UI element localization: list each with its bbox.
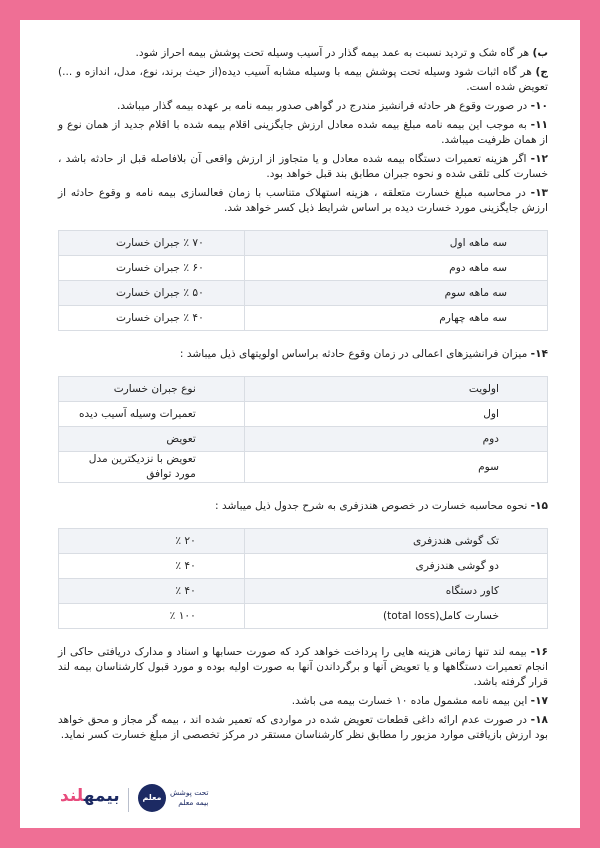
- clause-text: هر گاه اثبات شود وسیله تحت پوشش بیمه با وسیله مشابه آسیب دیده(از حیث برند، نوع، مدل، اندازه و ...) تعویض شده است.: [58, 66, 548, 93]
- clause-text: در صورت عدم ارائه داغی قطعات تعویض شده در مواردی که تعمیر شده اند ، بیمه گر مجاز و محق خواهد بود ارزش بازیافتی موارد مزبور را مطابق نظر کارشناسان مستقر در مرکز تخصصی از مبلغ خسارت کسر نماید.: [58, 714, 548, 741]
- bimeh-lend-logo: [60, 786, 120, 806]
- table-cell: سه ماهه دوم: [244, 256, 547, 281]
- bimeh-moalem-logo-icon: معلم: [138, 784, 166, 812]
- clause-paragraph: [58, 694, 548, 709]
- clause-14: [58, 347, 548, 362]
- handsfree-table: [58, 528, 548, 629]
- clause-paragraph: [58, 99, 548, 114]
- table-row: [59, 427, 548, 452]
- caption-line-2: بیمه معلم: [178, 798, 209, 807]
- table-cell: ۲۰ ٪: [59, 529, 245, 554]
- paragraph-group-top: [58, 46, 548, 216]
- document-page: [20, 20, 580, 828]
- table-row: [59, 452, 548, 483]
- clause-number: ۱۷-: [530, 695, 548, 707]
- table-cell: ۱۰۰ ٪: [59, 604, 245, 629]
- clause-paragraph: [58, 118, 548, 148]
- clause-number: ۱۰-: [530, 100, 548, 112]
- paragraph-group-bottom: [58, 645, 548, 743]
- table-cell: خسارت کامل(total loss): [244, 604, 547, 629]
- logo-word-bimeh: بیمه: [83, 786, 120, 806]
- table-cell: تعمیرات وسیله آسیب دیده: [59, 402, 245, 427]
- clause-paragraph: [58, 186, 548, 216]
- table-cell: تعویض: [59, 427, 245, 452]
- logo-divider: [128, 788, 129, 812]
- table-row: [59, 306, 548, 331]
- table-cell: نوع جبران خسارت: [59, 377, 245, 402]
- clause-number: ب): [532, 47, 548, 59]
- table-cell: سه ماهه اول: [244, 231, 547, 256]
- table-cell: تک گوشی هندزفری: [244, 529, 547, 554]
- logo-word-lend: لند: [60, 786, 84, 806]
- table-cell: ۶۰ ٪ جبران خسارت: [59, 256, 245, 281]
- clause-number: ۱۴-: [530, 348, 548, 360]
- table-cell: ۴۰ ٪: [59, 579, 245, 604]
- clause-paragraph: [58, 152, 548, 182]
- table-cell: سه ماهه سوم: [244, 281, 547, 306]
- clause-text: نحوه محاسبه خسارت در خصوص هندزفری به شرح جدول ذیل میباشد :: [215, 500, 531, 512]
- clause-15: [58, 499, 548, 514]
- table-cell: اول: [244, 402, 547, 427]
- clause-paragraph: [58, 65, 548, 95]
- table-row: [59, 579, 548, 604]
- table-row: [59, 529, 548, 554]
- table-cell: سه ماهه چهارم: [244, 306, 547, 331]
- table-row: [59, 256, 548, 281]
- clause-text: میزان فرانشیزهای اعمالی در زمان وقوع حادثه براساس اولویتهای ذیل میباشد :: [179, 348, 531, 360]
- table-row: [59, 554, 548, 579]
- clause-number: ۱۵-: [530, 500, 548, 512]
- table-cell: دو گوشی هندزفری: [244, 554, 547, 579]
- table-row: [59, 231, 548, 256]
- clause-number: ۱۱-: [530, 119, 548, 131]
- table-cell: ۴۰ ٪ جبران خسارت: [59, 306, 245, 331]
- clause-text: در محاسبه مبلغ خسارت متعلقه ، هزینه استهلاک متناسب با زمان فعالسازی بیمه نامه و وقوع حادثه از ارزش جایگزینی مورد خسارت دیده بر اساس شرایط ذیل کسر خواهد شد.: [58, 187, 548, 214]
- clause-text: در صورت وقوع هر حادثه فرانشیز مندرج در گواهی صدور بیمه نامه بر عهده بیمه گذار میباشد.: [117, 100, 531, 112]
- document-content: [58, 46, 548, 747]
- clause-text: این بیمه نامه مشمول ماده ۱۰ خسارت بیمه می باشد.: [291, 695, 531, 707]
- table-cell: ۷۰ ٪ جبران خسارت: [59, 231, 245, 256]
- clause-number: ۱۳-: [530, 187, 548, 199]
- table-cell: تعویض با نزدیکترین مدل مورد توافق: [59, 452, 245, 483]
- footer: [20, 778, 580, 828]
- table-row: [59, 281, 548, 306]
- clause-number: ۱۶-: [530, 646, 548, 658]
- table-cell: اولویت: [244, 377, 547, 402]
- clause-paragraph: [58, 713, 548, 743]
- clause-number: ۱۲-: [530, 153, 548, 165]
- table-cell: ۴۰ ٪: [59, 554, 245, 579]
- priority-table: [58, 376, 548, 483]
- table-cell: ۵۰ ٪ جبران خسارت: [59, 281, 245, 306]
- table-row: [59, 402, 548, 427]
- clause-text: اگر هزینه تعمیرات دستگاه بیمه شده معادل و یا متجاوز از ارزش واقعی آن بلافاصله قبل از حادثه باشد ، خسارت کلی تلقی شده و نحوه جبران مطابق بند قبل خواهد بود.: [58, 153, 548, 180]
- depreciation-table: [58, 230, 548, 331]
- table-row: [59, 377, 548, 402]
- clause-text: بیمه لند تنها زمانی هزینه هایی را پرداخت خواهد کرد که صورت حسابها و اسناد و مدارک دریافتی حاکی از انجام تعمیرات دستگاهها و یا تعویض آنها و برگرداندن آنها به صورت اولیه بوده و مورد قبول کارشناسان بیمه لند قرار گرفته باشد.: [58, 646, 548, 688]
- clause-text: هر گاه شک و تردید نسبت به عمد بیمه گذار در آسیب وسیله تحت پوشش بیمه احراز شود.: [135, 47, 533, 59]
- table-cell: سوم: [244, 452, 547, 483]
- clause-number: ۱۸-: [530, 714, 548, 726]
- clause-paragraph: [58, 645, 548, 690]
- table-row: [59, 604, 548, 629]
- table-cell: دوم: [244, 427, 547, 452]
- table-cell: کاور دستگاه: [244, 579, 547, 604]
- caption-line-1: تحت پوشش: [170, 788, 209, 797]
- clause-paragraph: [58, 46, 548, 61]
- clause-number: ج): [535, 66, 548, 78]
- coverage-caption: [170, 788, 209, 808]
- clause-text: به موجب این بیمه نامه مبلغ بیمه شده معادل ارزش جایگزینی اقلام بیمه شده با اقلام جدید از همان نوع و از همان ظرفیت میباشد.: [58, 119, 548, 146]
